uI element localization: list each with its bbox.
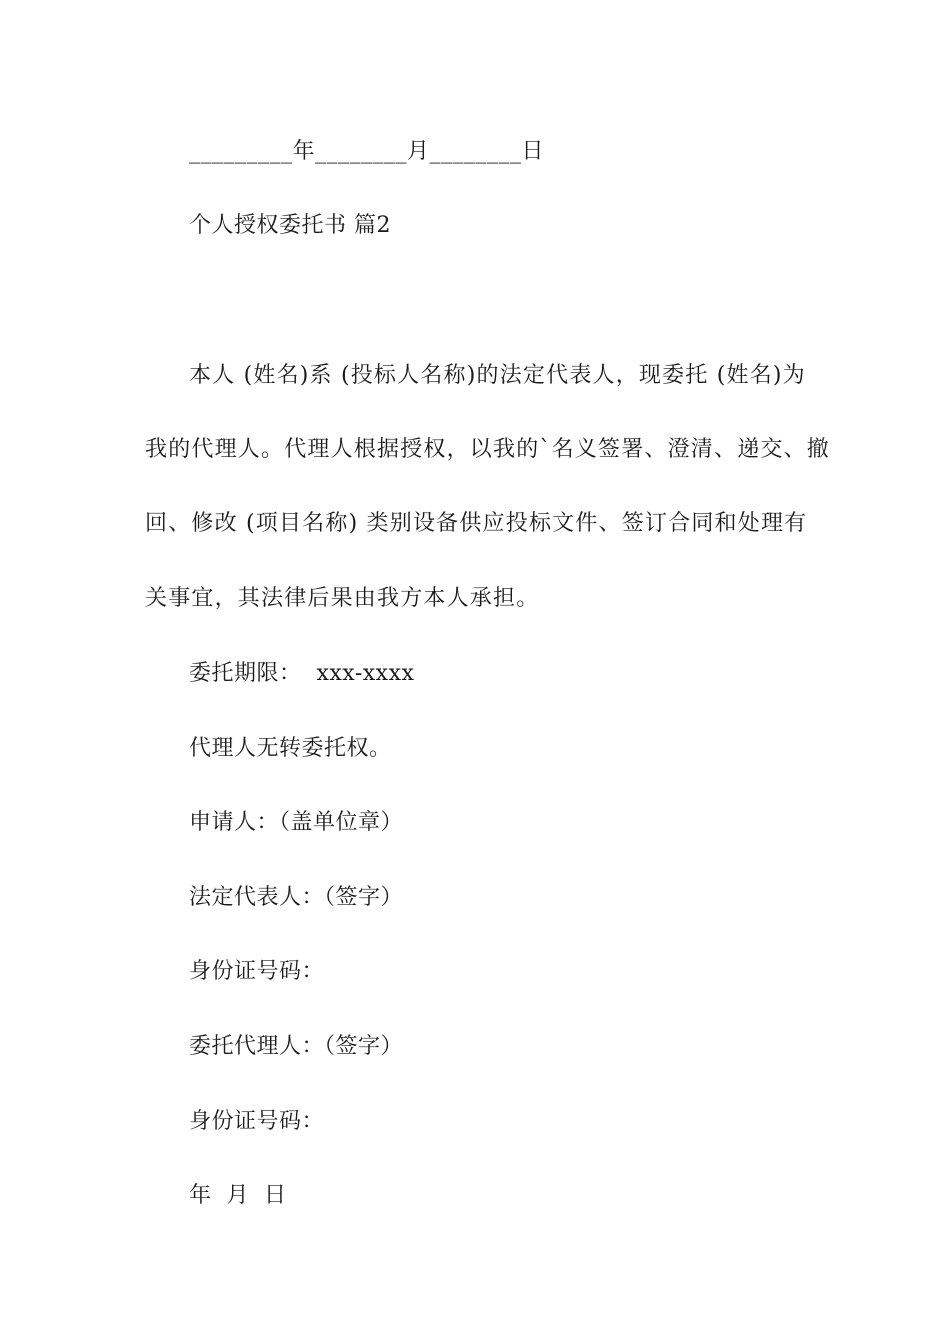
paragraph-line-2: 我的代理人。代理人根据授权，以我的`名义签署、澄清、递交、撤 xyxy=(145,437,831,462)
section-title: 个人授权委托书 篇2 xyxy=(189,213,391,238)
id-number-line-1: 身份证号码： xyxy=(189,959,325,984)
date-footer-line: 年 月 日 xyxy=(189,1183,287,1208)
id-number-line-2: 身份证号码： xyxy=(189,1109,325,1134)
agent-line: 委托代理人：（签字） xyxy=(189,1034,404,1059)
date-fill-line: _________年________月________日 xyxy=(189,139,545,164)
applicant-line: 申请人：（盖单位章） xyxy=(189,810,404,835)
paragraph-line-1: 本人 (姓名)系 (投标人名称)的法定代表人，现委托 (姓名)为 xyxy=(189,363,806,388)
paragraph-line-3: 回、修改 (项目名称) 类别设备供应投标文件、签订合同和处理有 xyxy=(145,511,808,536)
paragraph-line-4: 关事宜，其法律后果由我方本人承担。 xyxy=(145,586,540,611)
term-line: 委托期限： xxx-xxxx xyxy=(189,661,415,686)
legal-representative-line: 法定代表人：（签字） xyxy=(189,885,404,910)
no-sub-delegation-line: 代理人无转委托权。 xyxy=(189,736,392,761)
